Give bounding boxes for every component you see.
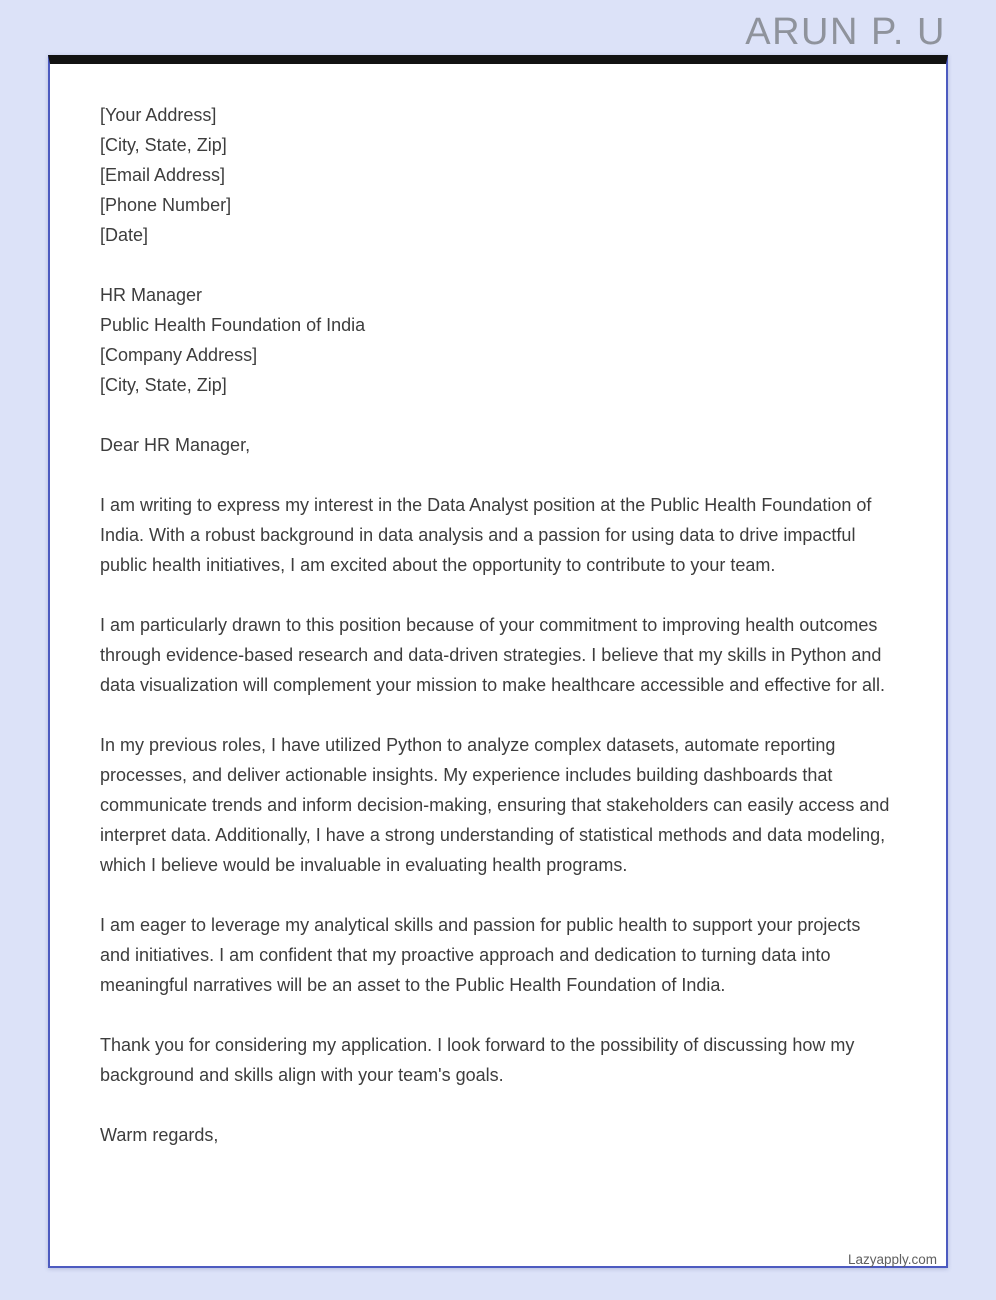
cover-letter bbox=[50, 64, 946, 1150]
sender-address-block bbox=[100, 100, 891, 250]
author-name: ARUN P. U bbox=[745, 11, 946, 53]
sender-address-line: [Email Address] bbox=[100, 165, 226, 185]
recipient-address-line: [Company Address] bbox=[100, 345, 258, 365]
recipient-address-line: Public Health Foundation of India bbox=[100, 315, 366, 335]
letter-paragraph: Thank you for considering my application. I look forward to the possibility of discussing how my background and skills align with your team's goals. bbox=[100, 1035, 855, 1085]
letter-paragraph: I am eager to leverage my analytical skills and passion for public health to support your projects and initiatives. I am confident that my proactive approach and dedication to turning data into meaningful narratives will be an asset to the Public Health Foundation of India. bbox=[100, 915, 861, 995]
sender-address-line: [Date] bbox=[100, 225, 149, 245]
sender-address-line: [Your Address] bbox=[100, 105, 217, 125]
closing-line: Warm regards, bbox=[100, 1125, 219, 1145]
sender-address-line: [Phone Number] bbox=[100, 195, 232, 215]
recipient-address-block bbox=[100, 280, 891, 400]
letter-paragraph: I am writing to express my interest in the Data Analyst position at the Public Health Foundation of India. With a robust background in data analysis and a passion for using data to drive impactful public health initiatives, I am excited about the opportunity to contribute to your team. bbox=[100, 495, 872, 575]
recipient-address-line: HR Manager bbox=[100, 285, 203, 305]
letter-page bbox=[48, 55, 948, 1268]
recipient-address-line: [City, State, Zip] bbox=[100, 375, 227, 395]
letter-paragraph: I am particularly drawn to this position because of your commitment to improving health outcomes through evidence-based research and data-driven strategies. I believe that my skills in Python and data visualization will complement your mission to make healthcare accessible and effective for all. bbox=[100, 615, 886, 695]
sender-address-line: [City, State, Zip] bbox=[100, 135, 227, 155]
salutation: Dear HR Manager, bbox=[100, 435, 251, 455]
watermark-text: Lazyapply.com bbox=[847, 1252, 937, 1267]
letter-paragraph: In my previous roles, I have utilized Python to analyze complex datasets, automate reporting processes, and deliver actionable insights. My experience includes building dashboards that communicate trends and inform decision-making, ensuring that stakeholders can easily access and interpret data. Additionally, I have a strong understanding of statistical methods and data modeling, which I believe would be invaluable in evaluating health programs. bbox=[100, 735, 890, 875]
